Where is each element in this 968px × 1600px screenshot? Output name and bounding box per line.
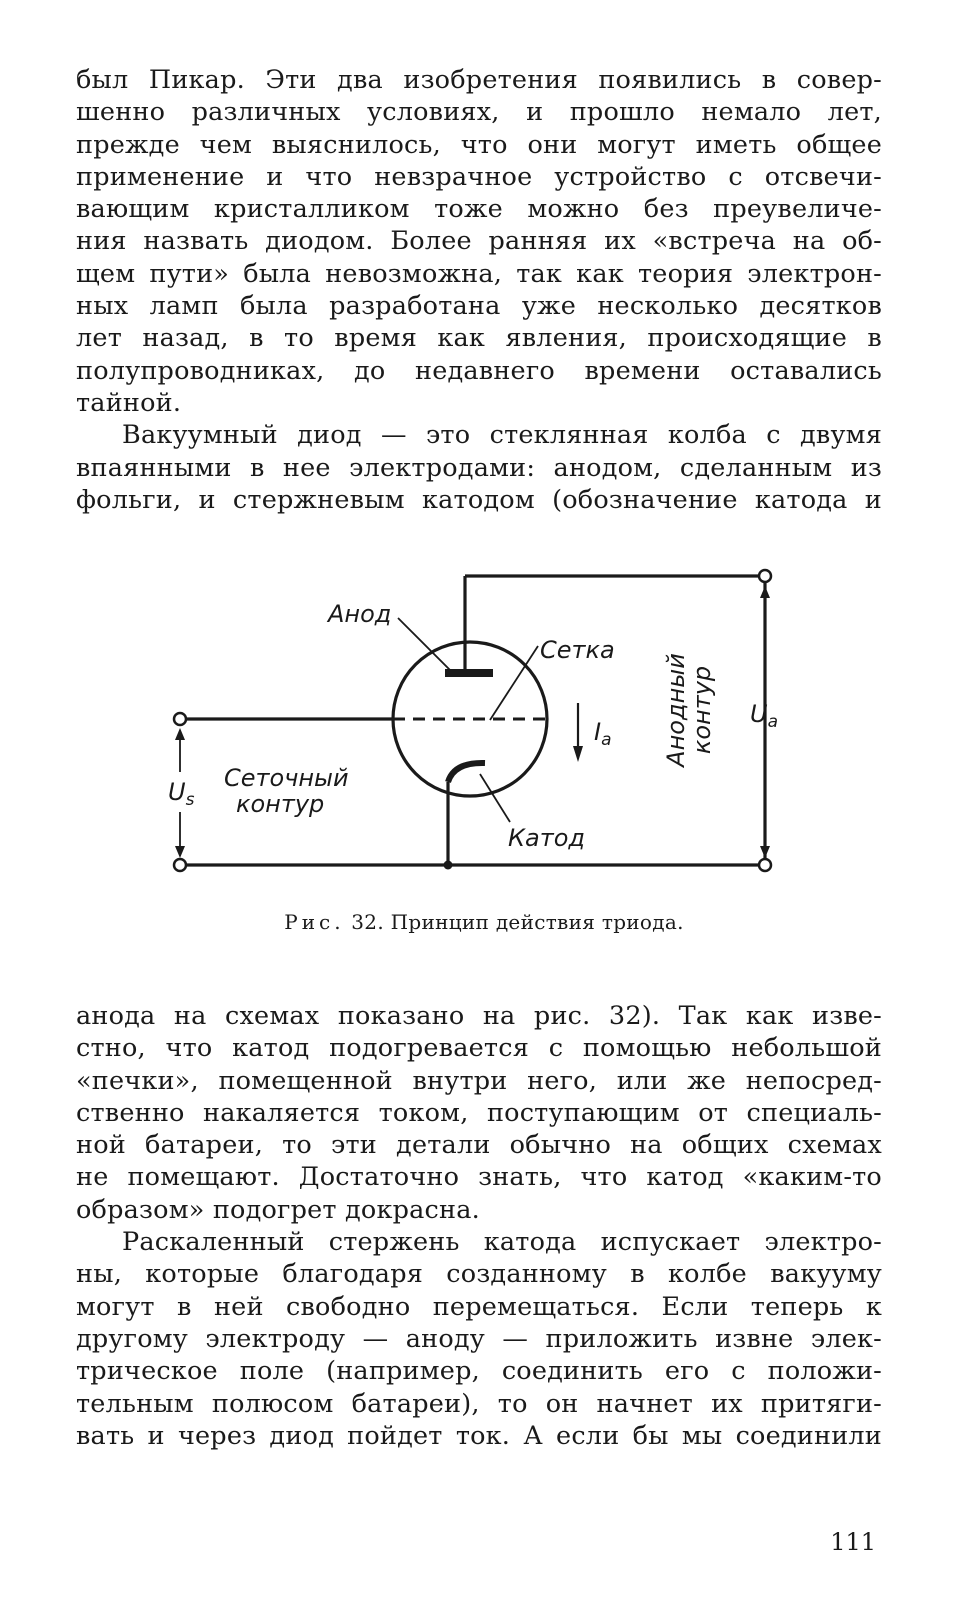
text-line: прежде чем выяснилось, что они могут иметь общее <box>76 129 882 160</box>
text-line: фольги, и стержневым катодом (обозначение катода и <box>76 484 882 515</box>
paragraph-vacuum-diode <box>76 419 882 516</box>
terminal-right-top <box>759 570 771 582</box>
paragraph-pikar <box>76 64 882 419</box>
text-line: стно, что катод подогревается с помощью небольшой <box>76 1033 882 1064</box>
text-line: применение и что невзрачное устройство с отсвечи- <box>76 161 882 192</box>
junction-dot <box>444 861 453 870</box>
anode-leader <box>398 618 450 670</box>
text-block-bottom <box>76 1000 882 1452</box>
text-line: другому электроду — аноду — приложить извне элек- <box>76 1323 882 1354</box>
figure-caption-text: 32. Принцип действия триода. <box>351 910 684 934</box>
label-anode-circuit <box>662 653 716 769</box>
label-anode-circuit-1: Анодный <box>662 653 690 767</box>
text-line: полупроводниках, до недавнего времени оставались <box>76 355 882 386</box>
label-grid-circuit-1: Сеточный <box>224 764 349 792</box>
text-line: трическое поле (например, соединить его с положи- <box>76 1356 882 1387</box>
label-cathode: Катод <box>508 824 586 852</box>
paragraph-cathode-heating <box>76 1000 882 1226</box>
label-voltage-anode-main: U <box>750 700 768 728</box>
text-line: ны, которые благодаря созданному в колбе вакууму <box>76 1259 882 1290</box>
text-line: ных ламп была разработана уже несколько десятков <box>76 291 882 322</box>
page-number: 111 <box>830 1528 876 1556</box>
text-line: могут в ней свободно перемещаться. Если теперь к <box>76 1291 882 1322</box>
ua-arrow-down-head <box>760 846 770 858</box>
text-line: шенно различных условиях, и прошло немало лет, <box>76 97 882 128</box>
terminal-left-top <box>174 713 186 725</box>
figure-caption <box>0 910 968 934</box>
text-line: вающим кристалликом тоже можно без преувеличе- <box>76 194 882 225</box>
label-grid-circuit-2: контур <box>236 790 325 818</box>
text-line: образом» подогрет докрасна. <box>76 1194 480 1225</box>
label-current <box>594 718 612 750</box>
label-grid: Сетка <box>540 636 615 664</box>
text-line: ственно накаляется током, поступающим от специаль- <box>76 1097 882 1128</box>
current-arrow-head <box>573 746 583 762</box>
text-line: тельным полюсом батареи), то он начнет их притяги- <box>76 1388 882 1419</box>
text-line: Раскаленный стержень катода испускает электро- <box>122 1227 882 1258</box>
label-voltage-anode-sub: a <box>767 712 778 732</box>
text-block-top <box>76 64 882 516</box>
anode-plate <box>445 669 493 677</box>
label-voltage-grid <box>168 778 195 810</box>
cathode-arc <box>448 763 485 782</box>
text-line: впаянными в нее электродами: анодом, сделанным из <box>76 452 882 483</box>
us-arrow-up-head <box>175 728 185 740</box>
label-current-main: I <box>594 718 602 746</box>
text-line: Вакуумный диод — это стеклянная колба с двумя <box>122 420 882 451</box>
label-voltage-grid-sub: s <box>185 790 195 810</box>
text-line: ной батареи, то эти детали обычно на общих схемах <box>76 1130 882 1161</box>
label-current-sub: a <box>601 730 612 750</box>
terminal-left-bottom <box>174 859 186 871</box>
text-line: ния назвать диодом. Более ранняя их «встреча на об- <box>76 226 882 257</box>
text-line: был Пикар. Эти два изобретения появились в совер- <box>76 65 882 95</box>
us-arrow-down-head <box>175 846 185 858</box>
text-line: лет назад, в то время как явления, происходящие в <box>76 323 882 354</box>
triode-diagram <box>160 560 800 890</box>
text-line: щем пути» была невозможна, так как теория электрон- <box>76 258 882 289</box>
cathode-leader <box>480 774 510 822</box>
label-anode: Анод <box>328 600 392 628</box>
label-voltage-grid-main: U <box>168 778 186 806</box>
label-anode-circuit-2: контур <box>688 665 716 755</box>
label-voltage-anode <box>750 700 778 732</box>
text-line: вать и через диод пойдет ток. А если бы мы соединили <box>76 1420 882 1451</box>
paragraph-hot-cathode <box>76 1226 882 1452</box>
ua-arrow-up-head <box>760 586 770 598</box>
terminal-right-bottom <box>759 859 771 871</box>
figure-caption-prefix: Рис. <box>284 910 345 934</box>
text-line: тайной. <box>76 387 182 418</box>
text-line: анода на схемах показано на рис. 32). Так как изве- <box>76 1001 882 1031</box>
text-line: «печки», помещенной внутри него, или же непосред- <box>76 1065 882 1096</box>
text-line: не помещают. Достаточно знать, что катод «каким-то <box>76 1162 882 1193</box>
